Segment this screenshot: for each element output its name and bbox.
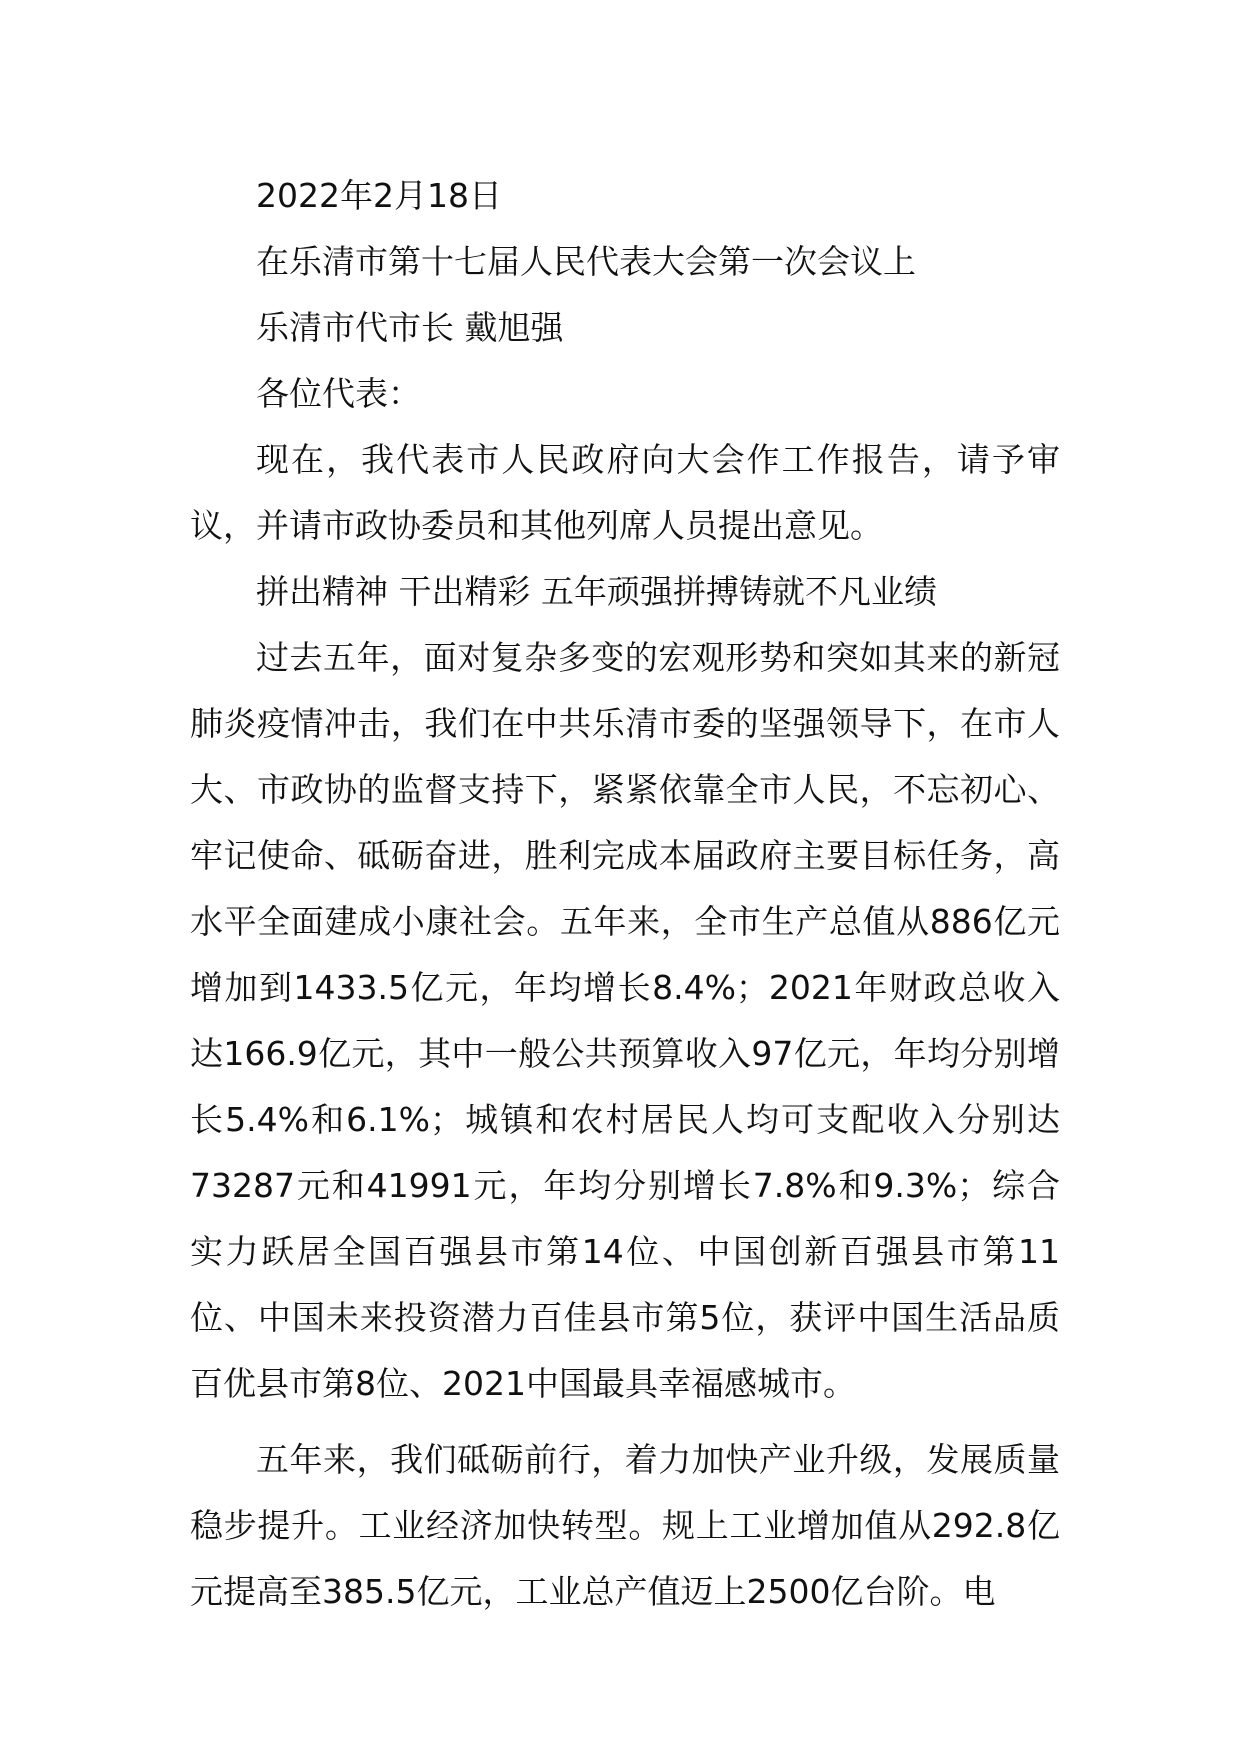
body-paragraph-industry: 五年来，我们砥砺前行，着力加快产业升级，发展质量稳步提升。工业经济加快转型。规上工业增加值从292.8亿元提高至385.5亿元，工业总产值迈上2500亿台阶。电 [190,1440,1060,1611]
opening-paragraph: 现在，我代表市人民政府向大会作工作报告，请予审议，并请市政协委员和其他列席人员提出意见。 [190,440,1060,545]
document-body [190,163,1060,1625]
report-date: 2022年2月18日 [256,176,502,215]
section-heading: 拼出精神 干出精彩 五年顽强拼搏铸就不凡业绩 [256,572,937,611]
paragraph-gap [190,1417,1060,1427]
salutation: 各位代表： [256,374,421,413]
meeting-occasion: 在乐清市第十七届人民代表大会第一次会议上 [256,242,916,281]
body-paragraph-review: 过去五年，面对复杂多变的宏观形势和突如其来的新冠肺炎疫情冲击，我们在中共乐清市委的坚强领导下，在市人大、市政协的监督支持下，紧紧依靠全市人民，不忘初心、牢记使命、砥砺奋进，胜利完成本届政府主要目标任务，高水平全面建成小康社会。五年来，全市生产总值从886亿元增加到1433.5亿元，年均增长8.4%；2021年财政总收入达166.9亿元，其中一般公共预算收入97亿元，年均分别增长5.4%和6.1%；城镇和农村居民人均可支配收入分别达73287元和41991元，年均分别增长7.8%和9.3%；综合实力跃居全国百强县市第14位、中国创新百强县市第11位、中国未来投资潜力百佳县市第5位，获评中国生活品质百优县市第8位、2021中国最具幸福感城市。 [190,638,1060,1403]
speaker-line: 乐清市代市长 戴旭强 [256,308,564,347]
